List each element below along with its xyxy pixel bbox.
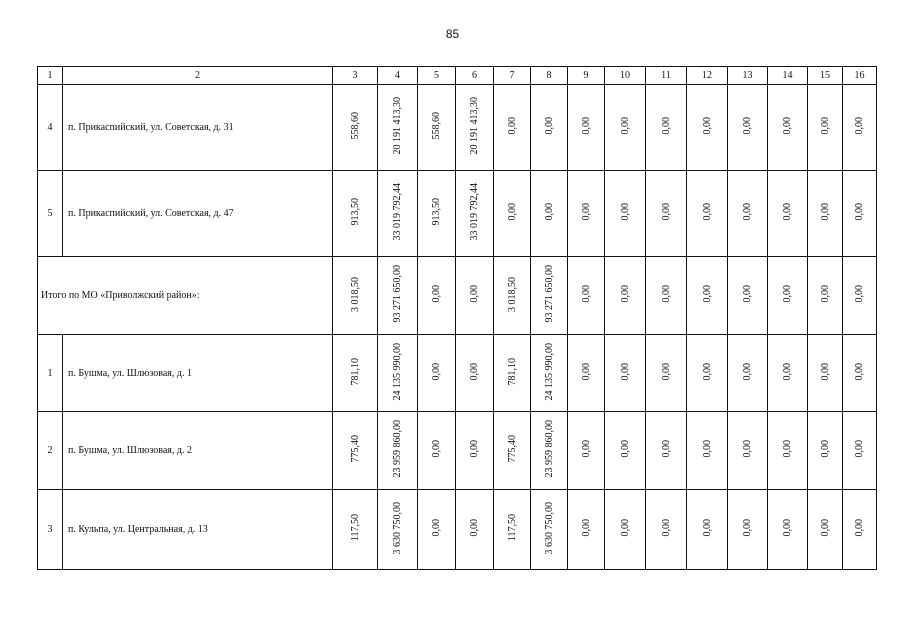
value-text: 0,00 xyxy=(854,440,865,458)
value-cell xyxy=(456,85,494,171)
value-text: 3 630 750,00 xyxy=(392,501,403,555)
row-number: 5 xyxy=(38,171,63,257)
value-cell xyxy=(333,412,378,490)
value-cell xyxy=(728,85,768,171)
value-text: 0,00 xyxy=(742,362,753,381)
value-text: 0,00 xyxy=(660,362,672,381)
value-text: 913,50 xyxy=(431,198,442,226)
value-text: 3 630 750,00 xyxy=(543,501,555,555)
value-text: 781,10 xyxy=(506,357,518,386)
value-cell xyxy=(418,412,456,490)
table-body xyxy=(38,67,877,570)
value-cell xyxy=(605,85,646,171)
value-text: 0,00 xyxy=(431,362,442,381)
value-cell xyxy=(531,490,568,570)
value-text: 0,00 xyxy=(701,362,713,381)
value-cell xyxy=(531,85,568,171)
value-cell xyxy=(494,412,531,490)
value-text: 20 191 413,30 xyxy=(392,97,403,155)
value-cell xyxy=(605,412,646,490)
page-number: 85 xyxy=(445,27,460,41)
value-text: 0,00 xyxy=(580,203,592,221)
table-row xyxy=(38,490,877,570)
value-cell xyxy=(378,335,418,412)
value-text: 3 018,50 xyxy=(349,276,361,312)
value-text: 0,00 xyxy=(782,117,793,135)
value-text: 0,00 xyxy=(431,440,442,458)
value-cell xyxy=(494,257,531,335)
data-table xyxy=(37,66,877,570)
value-text: 93 271 650,00 xyxy=(392,265,403,323)
value-text: 0,00 xyxy=(782,203,793,221)
value-cell xyxy=(843,490,877,570)
value-cell xyxy=(808,490,843,570)
value-cell xyxy=(808,257,843,335)
value-cell xyxy=(456,257,494,335)
value-cell xyxy=(646,490,687,570)
value-text: 117,50 xyxy=(506,514,518,542)
value-cell xyxy=(568,412,605,490)
value-cell xyxy=(418,257,456,335)
column-header: 11 xyxy=(646,67,687,85)
row-number: 3 xyxy=(38,490,63,570)
value-cell xyxy=(378,490,418,570)
value-cell xyxy=(568,490,605,570)
value-text: 0,00 xyxy=(782,519,793,537)
value-cell xyxy=(687,412,728,490)
value-text: 24 135 990,00 xyxy=(392,342,403,401)
column-header: 14 xyxy=(768,67,808,85)
value-cell xyxy=(808,412,843,490)
value-text: 0,00 xyxy=(701,285,713,303)
value-text: 0,00 xyxy=(543,203,555,221)
value-cell xyxy=(531,335,568,412)
value-cell xyxy=(808,335,843,412)
column-header: 6 xyxy=(456,67,494,85)
value-cell xyxy=(418,335,456,412)
value-text: 781,10 xyxy=(349,357,361,386)
column-header: 2 xyxy=(63,67,333,85)
value-cell xyxy=(768,412,808,490)
value-text: 775,40 xyxy=(506,435,518,463)
value-text: 0,00 xyxy=(854,117,865,135)
value-text: 0,00 xyxy=(580,440,592,458)
value-cell xyxy=(768,171,808,257)
value-text: 558,60 xyxy=(431,112,442,140)
value-text: 0,00 xyxy=(619,440,631,458)
value-cell xyxy=(568,335,605,412)
value-text: 0,00 xyxy=(819,117,831,135)
value-text: 0,00 xyxy=(819,519,831,537)
value-text: 558,60 xyxy=(349,112,361,140)
value-text: 3 018,50 xyxy=(506,276,518,312)
value-text: 23 959 860,00 xyxy=(392,420,403,478)
column-header: 13 xyxy=(728,67,768,85)
value-text: 0,00 xyxy=(819,440,831,458)
value-cell xyxy=(605,335,646,412)
value-text: 0,00 xyxy=(619,285,631,303)
value-cell xyxy=(378,171,418,257)
value-text: 0,00 xyxy=(782,285,793,303)
table-row xyxy=(38,335,877,412)
value-cell xyxy=(418,85,456,171)
address-cell: п. Кульпа, ул. Центральная, д. 13 xyxy=(63,490,333,570)
value-cell xyxy=(456,335,494,412)
value-cell xyxy=(768,490,808,570)
address-cell: п. Бушма, ул. Шлюзовая, д. 2 xyxy=(63,412,333,490)
value-text: 0,00 xyxy=(431,519,442,537)
value-cell xyxy=(456,490,494,570)
value-text: 913,50 xyxy=(349,198,361,226)
value-cell xyxy=(333,335,378,412)
value-cell xyxy=(378,85,418,171)
address-cell: п. Бушма, ул. Шлюзовая, д. 1 xyxy=(63,335,333,412)
value-cell xyxy=(568,171,605,257)
value-cell xyxy=(808,171,843,257)
value-cell xyxy=(494,335,531,412)
value-cell xyxy=(687,85,728,171)
value-text: 0,00 xyxy=(469,440,480,458)
value-text: 0,00 xyxy=(819,285,831,303)
value-cell xyxy=(494,171,531,257)
value-text: 0,00 xyxy=(742,519,753,537)
column-header: 12 xyxy=(687,67,728,85)
value-text: 0,00 xyxy=(580,362,592,381)
value-text: 0,00 xyxy=(742,117,753,135)
total-label: Итого по МО «Приволжский район»: xyxy=(38,257,333,335)
column-header: 1 xyxy=(38,67,63,85)
table-row xyxy=(38,412,877,490)
address-cell: п. Прикаспийский, ул. Советская, д. 47 xyxy=(63,171,333,257)
value-cell xyxy=(728,171,768,257)
column-header: 15 xyxy=(808,67,843,85)
value-cell xyxy=(605,171,646,257)
value-cell xyxy=(646,335,687,412)
value-text: 23 959 860,00 xyxy=(543,420,555,478)
value-cell xyxy=(646,257,687,335)
value-cell xyxy=(568,257,605,335)
table-row xyxy=(38,171,877,257)
value-text: 20 191 413,30 xyxy=(469,97,480,155)
value-text: 0,00 xyxy=(742,285,753,303)
value-text: 0,00 xyxy=(854,519,865,537)
value-cell xyxy=(531,171,568,257)
column-header: 10 xyxy=(605,67,646,85)
value-cell xyxy=(843,257,877,335)
column-header: 7 xyxy=(494,67,531,85)
value-cell xyxy=(728,335,768,412)
value-cell xyxy=(333,257,378,335)
column-header: 4 xyxy=(378,67,418,85)
total-row xyxy=(38,257,877,335)
value-text: 0,00 xyxy=(701,203,713,221)
value-text: 0,00 xyxy=(854,285,865,303)
value-cell xyxy=(531,412,568,490)
value-cell xyxy=(768,85,808,171)
value-text: 0,00 xyxy=(782,362,793,381)
value-text: 0,00 xyxy=(782,440,793,458)
value-text: 0,00 xyxy=(506,203,518,221)
header-row xyxy=(38,67,877,85)
value-text: 0,00 xyxy=(701,440,713,458)
value-text: 775,40 xyxy=(349,435,361,463)
value-cell xyxy=(687,257,728,335)
column-header: 5 xyxy=(418,67,456,85)
value-text: 0,00 xyxy=(701,117,713,135)
value-cell xyxy=(843,85,877,171)
value-cell xyxy=(456,412,494,490)
value-cell xyxy=(494,85,531,171)
value-text: 33 019 792,44 xyxy=(392,183,403,241)
value-cell xyxy=(333,171,378,257)
value-text: 0,00 xyxy=(580,117,592,135)
value-cell xyxy=(333,490,378,570)
value-cell xyxy=(418,490,456,570)
value-cell xyxy=(768,335,808,412)
value-cell xyxy=(456,171,494,257)
value-cell xyxy=(843,412,877,490)
value-text: 0,00 xyxy=(742,440,753,458)
value-text: 0,00 xyxy=(819,203,831,221)
value-text: 33 019 792,44 xyxy=(469,183,480,241)
value-text: 0,00 xyxy=(469,519,480,537)
value-cell xyxy=(728,412,768,490)
value-cell xyxy=(687,335,728,412)
value-cell xyxy=(333,85,378,171)
value-text: 93 271 650,00 xyxy=(543,265,555,323)
value-text: 0,00 xyxy=(660,519,672,537)
value-cell xyxy=(687,171,728,257)
value-text: 0,00 xyxy=(854,362,865,381)
value-cell xyxy=(646,412,687,490)
value-cell xyxy=(728,490,768,570)
value-cell xyxy=(378,412,418,490)
table-row xyxy=(38,85,877,171)
value-cell xyxy=(843,171,877,257)
value-text: 0,00 xyxy=(469,362,480,381)
value-text: 24 135 990,00 xyxy=(543,342,555,401)
column-header: 16 xyxy=(843,67,877,85)
row-number: 2 xyxy=(38,412,63,490)
value-text: 0,00 xyxy=(819,362,831,381)
value-cell xyxy=(605,490,646,570)
value-text: 0,00 xyxy=(854,203,865,221)
address-cell: п. Прикаспийский, ул. Советская, д. 31 xyxy=(63,85,333,171)
value-text: 0,00 xyxy=(660,440,672,458)
value-text: 0,00 xyxy=(619,519,631,537)
value-text: 0,00 xyxy=(619,117,631,135)
value-text: 0,00 xyxy=(742,203,753,221)
value-cell xyxy=(531,257,568,335)
value-text: 0,00 xyxy=(619,362,631,381)
value-cell xyxy=(378,257,418,335)
value-text: 0,00 xyxy=(431,285,442,303)
value-text: 0,00 xyxy=(580,285,592,303)
value-cell xyxy=(646,171,687,257)
column-header: 3 xyxy=(333,67,378,85)
column-header: 9 xyxy=(568,67,605,85)
value-text: 0,00 xyxy=(543,117,555,135)
value-text: 0,00 xyxy=(469,285,480,303)
value-cell xyxy=(808,85,843,171)
value-text: 0,00 xyxy=(660,285,672,303)
value-cell xyxy=(605,257,646,335)
value-cell xyxy=(843,335,877,412)
value-cell xyxy=(418,171,456,257)
value-cell xyxy=(646,85,687,171)
value-text: 0,00 xyxy=(660,203,672,221)
value-text: 117,50 xyxy=(349,514,361,542)
column-header: 8 xyxy=(531,67,568,85)
value-cell xyxy=(728,257,768,335)
value-text: 0,00 xyxy=(580,519,592,537)
value-text: 0,00 xyxy=(701,519,713,537)
value-text: 0,00 xyxy=(660,117,672,135)
row-number: 4 xyxy=(38,85,63,171)
row-number: 1 xyxy=(38,335,63,412)
value-cell xyxy=(568,85,605,171)
value-cell xyxy=(494,490,531,570)
value-text: 0,00 xyxy=(619,203,631,221)
value-cell xyxy=(687,490,728,570)
value-cell xyxy=(768,257,808,335)
value-text: 0,00 xyxy=(506,117,518,135)
